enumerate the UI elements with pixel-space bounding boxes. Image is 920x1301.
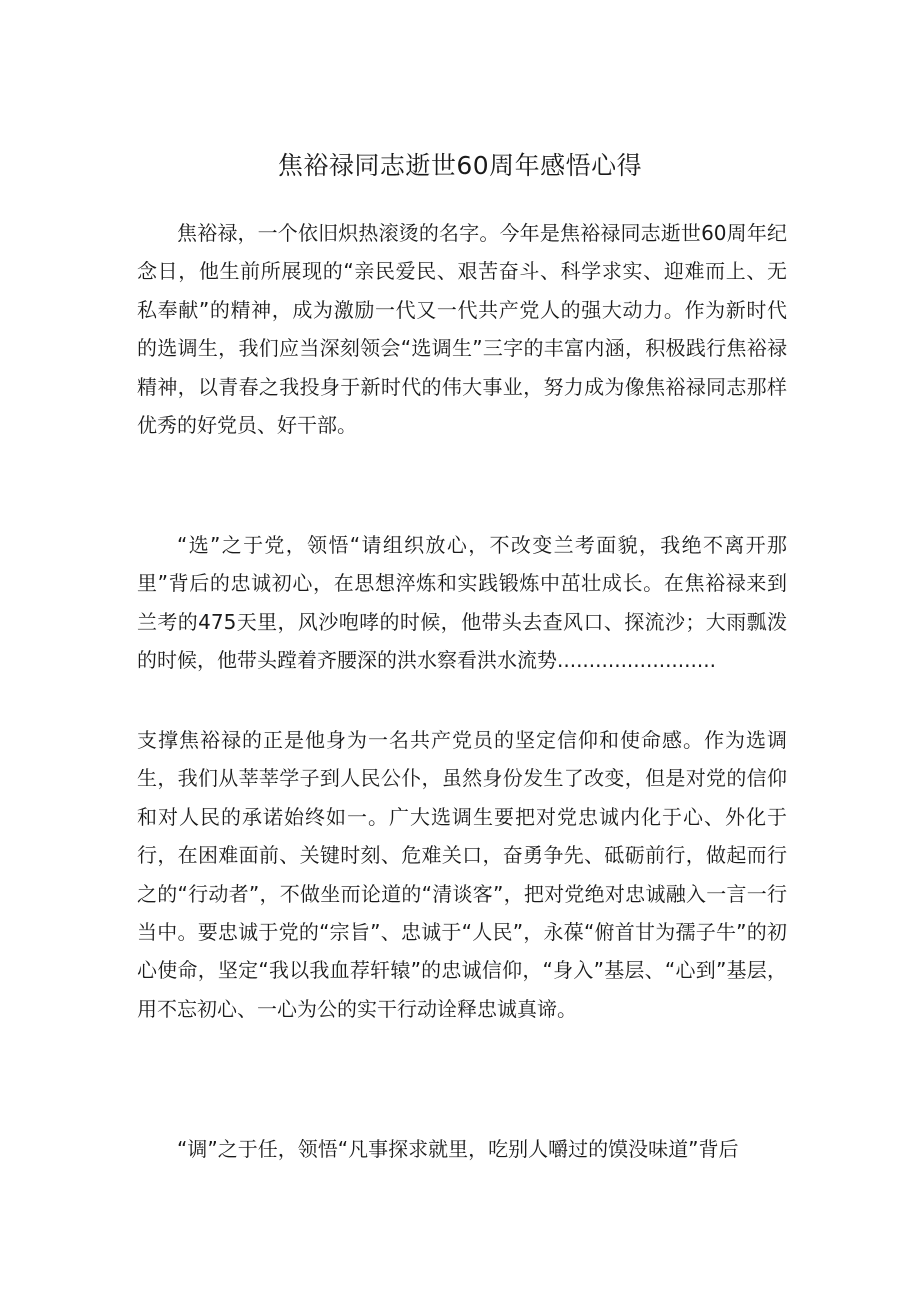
paragraph-belief: 支撑焦裕禄的正是他身为一名共产党员的坚定信仰和使命感。作为选调生，我们从莘莘学子到人民公仆，虽然身份发生了改变，但是对党的信仰和对人民的承诺始终如一。广大选调生要把对党忠诚内化于心、外化于行，在困难面前、关键时刻、危难关口，奋勇争先、砥砺前行，做起而行之的“行动者”，不做坐而论道的“清谈客”，把对党绝对忠诚融入一言一行当中。要忠诚于党的“宗旨”、忠诚于“人民”，永葆“俯首甘为孺子牛”的初心使命，坚定“我以我血荐轩辕”的忠诚信仰，“身入”基层、“心到”基层，用不忘初心、一心为公的实干行动诠释忠诚真谛。 xyxy=(137,728,787,1021)
document-title: 焦裕禄同志逝世60周年感悟心得 xyxy=(277,151,643,180)
paragraph-intro: 焦裕禄，一个依旧炽热滚烫的名字。今年是焦裕禄同志逝世60周年纪念日，他生前所展现的“亲民爱民、艰苦奋斗、科学求实、迎难而上、无私奉献”的精神，成为激励一代又一代共产党人的强大动力。作为新时代的选调生，我们应当深刻领会“选调生”三字的丰富内涵，积极践行焦裕禄精神，以青春之我投身于新时代的伟大事业，努力成为像焦裕禄同志那样优秀的好党员、好干部。 xyxy=(137,221,787,438)
paragraph-xuan: “选”之于党，领悟“请组织放心，不改变兰考面貌，我绝不离开那里”背后的忠诚初心，在思想淬炼和实践锻炼中茁壮成长。在焦裕禄来到兰考的475天里，风沙咆哮的时候，他带头去查风口、探流沙；大雨瓢泼的时候，他带头蹚着齐腰深的洪水察看洪水流势......................... xyxy=(137,533,787,673)
paragraph-diao: “调”之于任，领悟“凡事探求就里，吃别人嚼过的馍没味道”背后 xyxy=(177,1137,739,1161)
